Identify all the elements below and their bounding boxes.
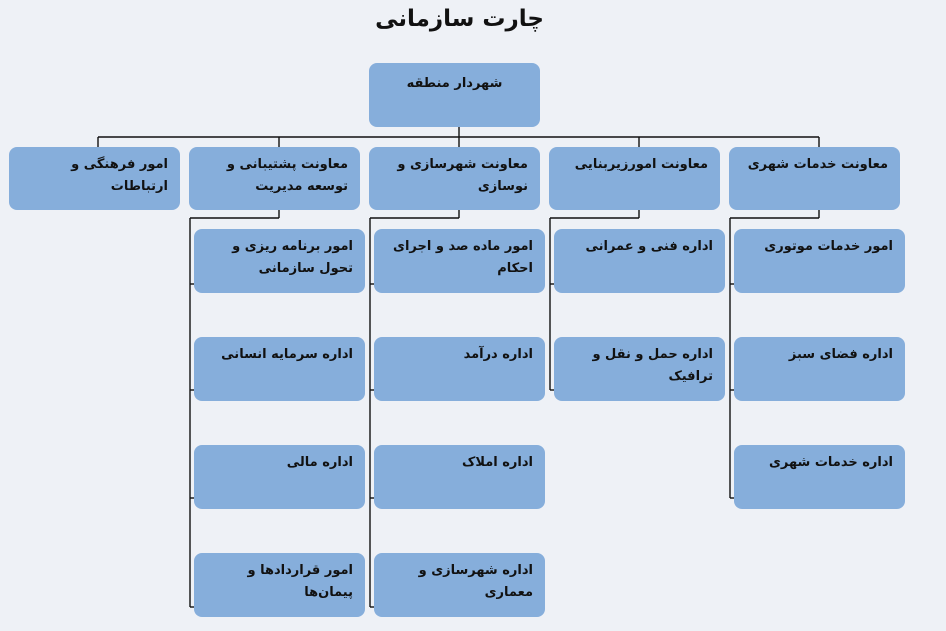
page-title: چارت سازمانی	[375, 6, 544, 32]
org-node-unit	[734, 337, 905, 401]
org-node-label: امور ماده صد و اجرای احکام	[393, 239, 533, 276]
org-node-deputy	[9, 147, 180, 210]
org-node-label: اداره حمل و نقل و ترافیک	[592, 347, 713, 384]
org-node-unit	[734, 445, 905, 509]
org-node-label: امور فرهنگی و ارتباطات	[71, 157, 168, 194]
org-node-label: امور برنامه ریزی و تحول سازمانی	[232, 239, 353, 276]
org-node-label: اداره فضای سبز	[788, 347, 893, 362]
org-node-unit	[734, 229, 905, 293]
org-node-unit	[374, 337, 545, 401]
org-node-unit	[374, 445, 545, 509]
org-node-label: اداره خدمات شهری	[768, 455, 893, 470]
org-node-label: معاونت خدمات شهری	[747, 157, 888, 172]
org-node-deputy	[729, 147, 900, 210]
org-node-label: معاونت امورزیربنایی	[574, 157, 708, 172]
org-node-deputy	[369, 147, 540, 210]
org-node-label: اداره فنی و عمرانی	[585, 239, 713, 254]
org-node-label: اداره شهرسازی و معماری	[418, 563, 533, 600]
org-node-label: معاونت پشتیبانی و توسعه مدیریت	[226, 157, 348, 194]
org-node-label: معاونت شهرسازی و نوسازی	[397, 157, 528, 194]
org-node-unit	[194, 445, 365, 509]
org-node-unit	[374, 553, 545, 617]
org-node-label: اداره املاک	[462, 455, 533, 470]
org-node-label: اداره مالی	[286, 455, 353, 470]
org-node-label: امور قراردادها و پیمان‌ها	[247, 563, 353, 600]
org-node-deputy	[549, 147, 720, 210]
org-node-label: اداره سرمایه انسانی	[221, 347, 353, 362]
org-node-unit	[194, 229, 365, 293]
org-node-root	[369, 63, 540, 127]
org-node-unit	[194, 553, 365, 617]
org-node-label: اداره درآمد	[463, 347, 533, 362]
org-node-label: امور خدمات موتوری	[764, 239, 893, 254]
org-node-unit	[554, 229, 725, 293]
org-node-unit	[374, 229, 545, 293]
org-node-deputy	[189, 147, 360, 210]
org-node-label: شهردار منطقه	[406, 76, 503, 91]
org-node-unit	[554, 337, 725, 401]
org-node-unit	[194, 337, 365, 401]
